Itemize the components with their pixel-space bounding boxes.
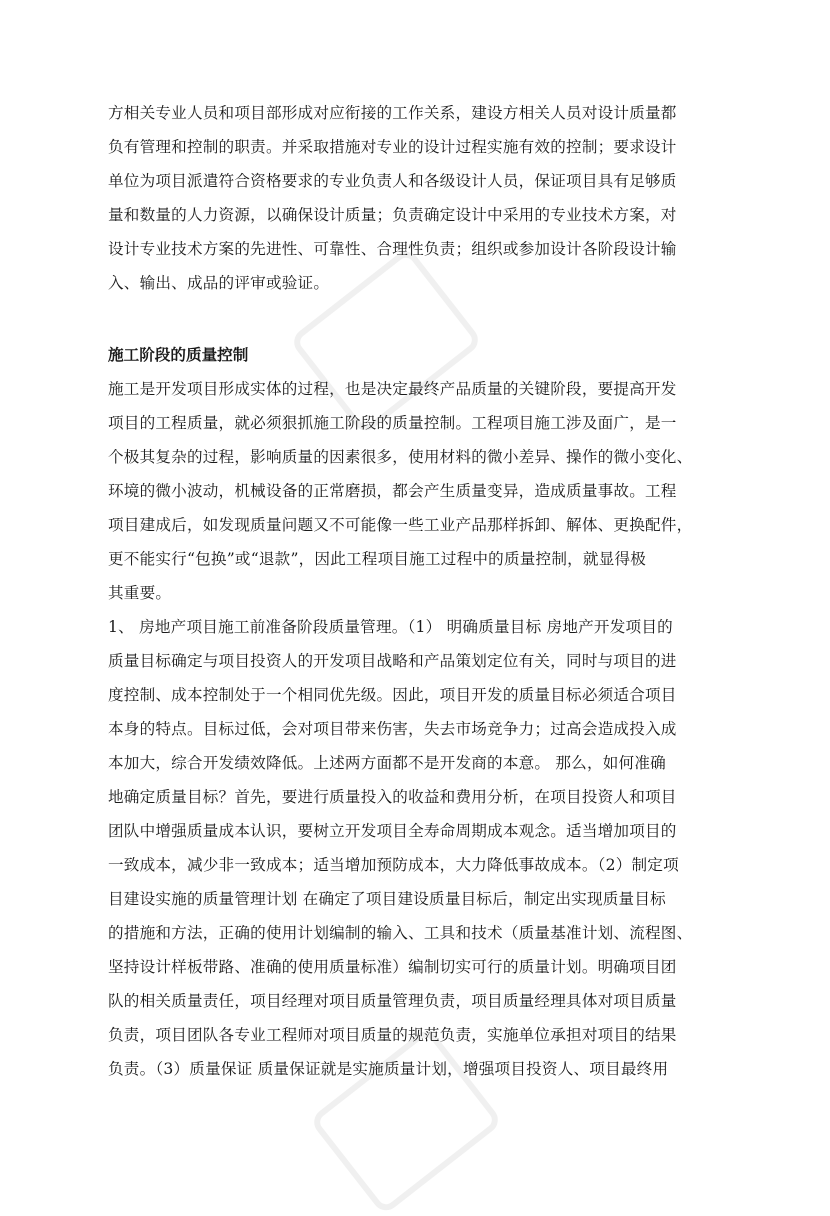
text-line: 目建设实施的质量管理计划 在确定了项目建设质量目标后，制定出实现质量目标 xyxy=(108,890,666,908)
text-line: 本身的特点。目标过低，会对项目带来伤害，失去市场竞争力；过高会造成投入成 xyxy=(108,720,677,738)
document-body xyxy=(108,96,728,1086)
text-line: 1、 房地产项目施工前准备阶段质量管理。（1） 明确质量目标 房地产开发项目的 xyxy=(108,618,673,636)
text-line: 负责。（3）质量保证 质量保证就是实施质量计划，增强项目投资人、项目最终用 xyxy=(108,1060,669,1078)
text-line: 量和数量的人力资源，以确保设计质量；负责确定设计中采用的专业技术方案，对 xyxy=(108,206,677,224)
text-line: 环境的微小波动，机械设备的正常磨损，都会产生质量变异，造成质量事故。工程 xyxy=(108,482,677,500)
text-line: 负有管理和控制的职责。并采取措施对专业的设计过程实施有效的控制；要求设计 xyxy=(108,138,677,156)
text-line: 更不能实行“包换”或“退款”，因此工程项目施工过程中的质量控制，就显得极 xyxy=(108,550,647,568)
text-line: 其重要。 xyxy=(108,584,172,602)
text-line: 度控制、成本控制处于一个相同优先级。因此，项目开发的质量目标必须适合项目 xyxy=(108,686,677,704)
text-line: 一致成本，减少非一致成本；适当增加预防成本，大力降低事故成本。（2）制定项 xyxy=(108,856,679,874)
text-line: 本加大，综合开发绩效降低。上述两方面都不是开发商的本意。 那么，如何准确 xyxy=(108,754,666,772)
text-line: 地确定质量目标？首先，要进行质量投入的收益和费用分析，在项目投资人和项目 xyxy=(108,788,677,806)
section-paragraph xyxy=(108,372,728,1086)
text-line: 负责，项目团队各专业工程师对项目质量的规范负责，实施单位承担对项目的结果 xyxy=(108,1026,677,1044)
text-line: 队的相关质量责任，项目经理对项目质量管理负责，项目质量经理具体对项目质量 xyxy=(108,992,677,1010)
text-line: 个极其复杂的过程，影响质量的因素很多，使用材料的微小差异、操作的微小变化、 xyxy=(108,448,693,466)
text-line: 方相关专业人员和项目部形成对应衔接的工作关系，建设方相关人员对设计质量都 xyxy=(108,104,677,122)
intro-paragraph xyxy=(108,96,728,300)
text-line: 设计专业技术方案的先进性、可靠性、合理性负责；组织或参加设计各阶段设计输 xyxy=(108,240,677,258)
text-line: 单位为项目派遣符合资格要求的专业负责人和各级设计人员，保证项目具有足够质 xyxy=(108,172,677,190)
text-line: 入、输出、成品的评审或验证。 xyxy=(108,274,330,292)
text-line: 的措施和方法，正确的使用计划编制的输入、工具和技术（质量基准计划、流程图、 xyxy=(108,924,693,942)
text-line: 质量目标确定与项目投资人的开发项目战略和产品策划定位有关，同时与项目的进 xyxy=(108,652,677,670)
text-line: 团队中增强质量成本认识，要树立开发项目全寿命周期成本观念。适当增加项目的 xyxy=(108,822,677,840)
text-line: 施工是开发项目形成实体的过程，也是决定最终产品质量的关键阶段，要提高开发 xyxy=(108,380,677,398)
text-line: 坚持设计样板带路、准确的使用质量标准）编制切实可行的质量计划。明确项目团 xyxy=(108,958,677,976)
section-heading: 施工阶段的质量控制 xyxy=(108,346,249,364)
text-line: 项目的工程质量，就必须狠抓施工阶段的质量控制。工程项目施工涉及面广，是一 xyxy=(108,414,677,432)
text-line: 项目建成后，如发现质量问题又不可能像一些工业产品那样拆卸、解体、更换配件， xyxy=(108,516,693,534)
